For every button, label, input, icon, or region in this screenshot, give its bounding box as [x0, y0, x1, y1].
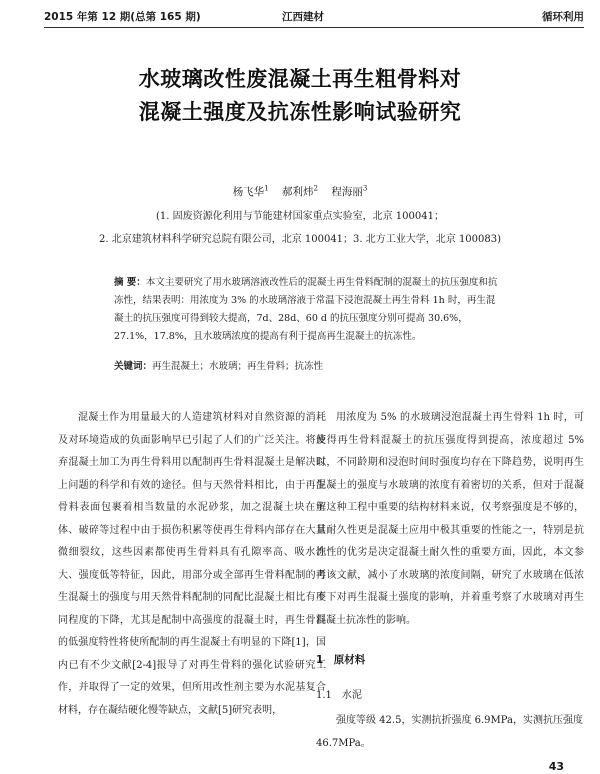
abstract-text: 本文主要研究了用水玻璃溶液改性后的混凝土再生骨料配制的混凝土的抗压强度和抗冻性，结果表明：用浓度为 3% 的水玻璃溶液于常温下浸泡混凝土再生骨料 1h 时，再生混凝土的抗压强度可得到较大提高，7d、28d、60 d 的抗压强度分别可提高 30.6%，27.1%，17.8%，且水玻璃浓度的提高有利于提高再生混凝土的抗冻性。	[114, 277, 498, 342]
page-number: 43	[548, 760, 564, 773]
subsection-heading: 1.1 水泥	[316, 690, 362, 701]
running-header	[44, 8, 584, 24]
issue-info: 2015 年第 12 期(总第 165 期)	[44, 11, 201, 23]
author-name: 郝利炜	[282, 186, 314, 198]
body-column-left	[58, 407, 326, 722]
header-rule	[44, 27, 584, 28]
journal-name: 江西建材	[282, 11, 324, 23]
paragraph: 混凝土作为用量最大的人造建筑材料对自然资源的消耗及对环境造成的负面影响早已引起了人们的广泛关注。将废弃混凝土加工为再生骨料用以配制再生骨料混凝土是解决以上问题的科学和有效的途径。但与天然骨料相比，由于再生骨料表面包裹着相当数量的水泥砂浆，加之混凝土块在解体、破碎等过程中由于损伤积累等使再生骨料内部存在大量微细裂纹，这些因素都使再生骨料具有孔隙率高、吸水性大、强度低等特征，因此，用部分或全部再生骨料配制的再生混凝土的强度与用天然骨料配制的同配比混凝土相比有不同程度的下降，尤其是配制中高强度的混凝土时，再生骨料的低强度特性将使所配制的再生混凝土有明显的下降[1]，国内已有不少文献[2-4]报导了对再生骨料的强化试验研究工作，并取得了一定的效果，但所用改性剂主要为水泥基复合材料，存在凝结硬化慢等缺点，文献[5]研究表明，	[58, 412, 326, 716]
section-heading: 1 原材料	[316, 654, 366, 666]
affiliation-line-1: (1. 固废资源化利用与节能建材国家重点实验室，北京 100041；	[156, 211, 444, 222]
paragraph: 用浓度为 5% 的水玻璃浸泡混凝土再生骨料 1h 时，可使得再生骨料混凝土的抗压强度得到提高，浓度超过 5% 时，不同龄期和浸泡时间时强度均存在下降趋势，说明再生混凝土的强度与水玻璃的浓度有着密切的关系，但对于混凝土这种工程中重要的结构材料来说，仅考察强度是不够的，其耐久性更是混凝土应用中极其重要的性能之一，特别是抗冻性的优劣是决定混凝土耐久性的重要方面，因此，本文参考该文献，减小了水玻璃的浓度间隔，研究了水玻璃在低浓度下对再生混凝土强度的影响，并着重考察了水玻璃对再生混凝土抗冻性的影响。	[316, 412, 584, 626]
author-name: 杨飞华	[232, 186, 265, 198]
title-line-1: 水玻璃改性废混凝土再生粗骨料对	[138, 67, 462, 91]
abstract	[114, 274, 498, 346]
cement-paragraph	[316, 710, 584, 755]
keywords	[114, 358, 498, 372]
keywords-text: 再生混凝土；水玻璃；再生骨料；抗冻性	[152, 361, 324, 372]
keywords-label: 关键词：	[114, 361, 153, 372]
paragraph: 强度等级 42.5，实测抗折强度 6.9MPa，实测抗压强度 46.7MPa。	[316, 715, 584, 749]
affiliation-line-2: 2. 北京建筑材料科学研究总院有限公司，北京 100041；3. 北方工业大学，北京 100083)	[98, 234, 502, 245]
authors: 杨飞华$^1$ 郝利炜$^2$ 程海丽$^3$	[232, 184, 368, 198]
body-column-right	[316, 407, 584, 632]
section-name: 循环利用	[542, 11, 584, 23]
abstract-label: 摘 要：	[114, 277, 146, 288]
title-line-2: 混凝土强度及抗冻性影响试验研究	[138, 100, 462, 124]
author-name: 程海丽	[331, 186, 363, 198]
